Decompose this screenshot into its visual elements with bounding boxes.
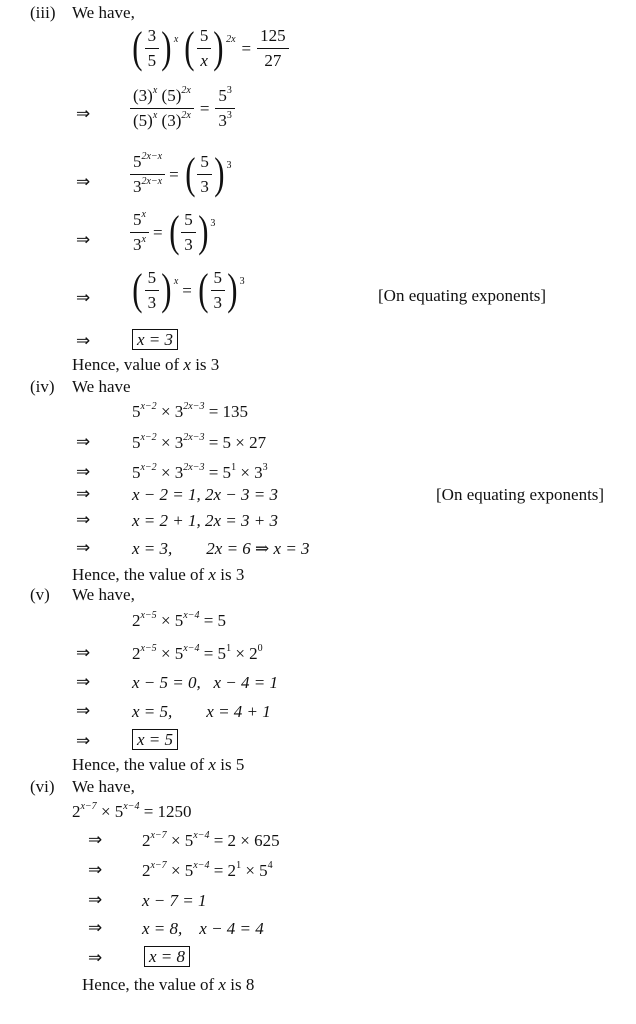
iii-equation-1: ( $\frac{3}{5}$ ) $^x$ ( $\frac{5}{x}$ ) $^{2x}$ = $\frac{125}{27}$ bbox=[130, 26, 289, 70]
iv-line-2: $5^{x-2} \times 3^{2x-3} = 5 \times 27$ bbox=[132, 432, 267, 452]
arrow: ⇒ bbox=[88, 860, 103, 880]
iv-line-6: x = 3, 2x = 6 ⇒ x = 3 bbox=[132, 539, 310, 558]
vi-line-2: $2^{x-7} \times 5^{x-4} = 2 \times 625$ bbox=[142, 830, 280, 850]
hence-vi: Hence, the value of x is 8 bbox=[82, 975, 255, 994]
v-line-2: $2^{x-5} \times 5^{x-4} = 5^1 \times 2^0$ bbox=[132, 643, 263, 663]
vi-line-1: $2^{x-7} \times 5^{x-4} = 1250$ bbox=[72, 801, 192, 821]
iv-line-5: x = 2 + 1, 2x = 3 + 3 bbox=[132, 511, 278, 530]
arrow: ⇒ bbox=[76, 331, 91, 351]
we-have-iii: We have, bbox=[72, 3, 135, 22]
iii-equation-4: $\frac{5^x}{3^x}$ = ( $\frac{5}{3}$ ) $^3$ bbox=[130, 210, 215, 254]
v-line-3: x − 5 = 0, x − 4 = 1 bbox=[132, 673, 278, 692]
v-line-4: x = 5, x = 4 + 1 bbox=[132, 702, 271, 721]
note-equating-exponents: [On equating exponents] bbox=[378, 286, 547, 305]
arrow: ⇒ bbox=[88, 918, 103, 938]
arrow: ⇒ bbox=[88, 890, 103, 910]
arrow: ⇒ bbox=[76, 230, 91, 250]
iv-line-1: $5^{x-2} \times 3^{2x-3} = 135$ bbox=[132, 401, 249, 421]
arrow: ⇒ bbox=[76, 643, 91, 663]
hence-iv: Hence, the value of x is 3 bbox=[72, 565, 245, 584]
arrow: ⇒ bbox=[76, 510, 91, 530]
vi-line-5: x = 8, x − 4 = 4 bbox=[142, 919, 264, 938]
arrow: ⇒ bbox=[76, 484, 91, 504]
part-label-vi: (vi) bbox=[30, 777, 55, 796]
part-label-v: (v) bbox=[30, 585, 50, 604]
hence-v: Hence, the value of x is 5 bbox=[72, 755, 245, 774]
arrow: ⇒ bbox=[76, 672, 91, 692]
vi-line-4: x − 7 = 1 bbox=[142, 891, 207, 910]
we-have-v: We have, bbox=[72, 585, 135, 604]
arrow: ⇒ bbox=[76, 432, 91, 452]
iii-equation-5: ( $\frac{5}{3}$ ) $^x$ = ( $\frac{5}{3}$ ) $^3$ bbox=[132, 265, 245, 315]
iii-equation-3: $\frac{5^{2x-x}}{3^{2x-x}}$ = ( $\frac{5}{3}$ ) $^3$ bbox=[130, 152, 232, 196]
note-equating-exponents: [On equating exponents] bbox=[436, 485, 605, 504]
vi-line-3: $2^{x-7} \times 5^{x-4} = 2^1 \times 5^4$ bbox=[142, 860, 273, 880]
v-line-1: $2^{x-5} \times 5^{x-4} = 5$ bbox=[132, 610, 227, 630]
arrow: ⇒ bbox=[88, 948, 103, 968]
v-final-answer: x = 5 bbox=[132, 729, 178, 750]
iv-line-4: x − 2 = 1, 2x − 3 = 3 bbox=[132, 485, 278, 504]
arrow: ⇒ bbox=[88, 830, 103, 850]
arrow: ⇒ bbox=[76, 172, 91, 192]
we-have-vi: We have, bbox=[72, 777, 135, 796]
arrow: ⇒ bbox=[76, 288, 91, 308]
iii-final-answer: x = 3 bbox=[132, 329, 178, 350]
iv-line-3: $5^{x-2} \times 3^{2x-3} = 5^1 \times 3^3$ bbox=[132, 462, 268, 482]
part-label-iv: (iv) bbox=[30, 377, 55, 396]
arrow: ⇒ bbox=[76, 538, 91, 558]
arrow: ⇒ bbox=[76, 104, 91, 124]
vi-final-answer: x = 8 bbox=[144, 946, 190, 967]
we-have-iv: We have bbox=[72, 377, 131, 396]
iii-equation-2: $\frac{(3)^x (5)^{2x}}{(5)^x (3)^{2x}}$ = $\frac{5^3}{3^3}$ bbox=[130, 86, 235, 130]
arrow: ⇒ bbox=[76, 701, 91, 721]
arrow: ⇒ bbox=[76, 462, 91, 482]
hence-iii: Hence, value of x is 3 bbox=[72, 355, 220, 374]
part-label-iii: (iii) bbox=[30, 3, 56, 22]
arrow: ⇒ bbox=[76, 731, 91, 751]
